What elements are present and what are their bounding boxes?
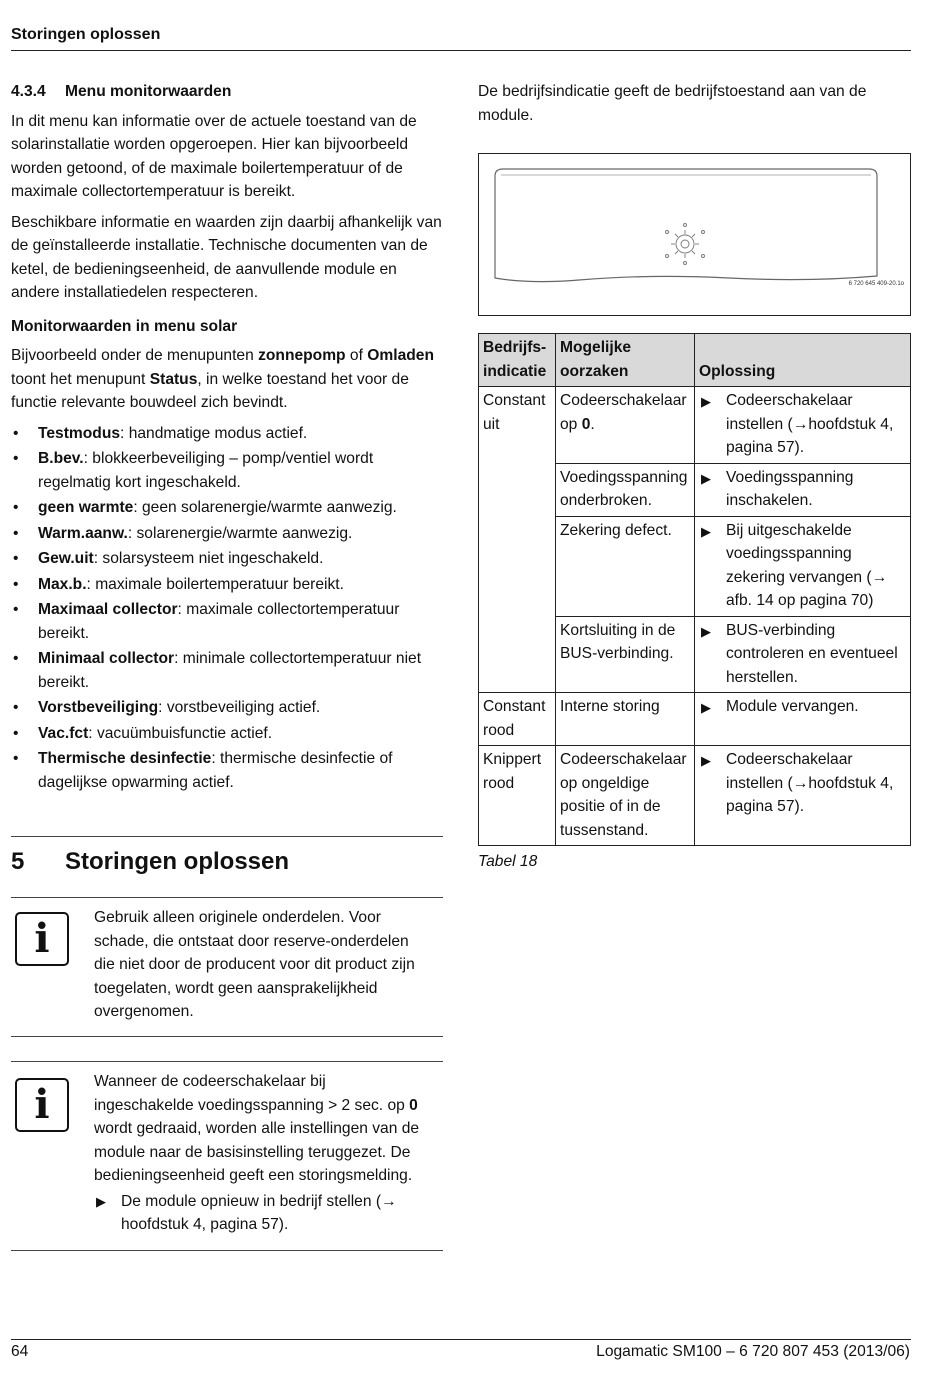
list-desc: : solarenergie/warmte aanwezig.	[127, 524, 353, 542]
list-desc: : vorstbeveiliging actief.	[158, 699, 321, 716]
list-item	[11, 422, 443, 446]
list-term: Vorstbeveiliging	[38, 699, 159, 716]
cause-cell: Voedingsspanning onderbroken.	[556, 463, 695, 516]
cause-cell: Zekering defect.	[556, 516, 695, 616]
info-text-c: wordt gedraaid, worden alle instellingen van de module naar de basisinstelling teruggezet. De bedieningseenheid geeft een storingsmelding.	[94, 1120, 420, 1184]
action-text: De module opnieuw in bedrijf stellen (→ hoofdstuk 4, pagina 57).	[121, 1192, 397, 1233]
table-row	[479, 693, 911, 746]
solution-text: Codeerschakelaar instellen (→hoofdstuk 4, pagina 57).	[726, 392, 894, 456]
list-desc: : thermische desinfectie of dagelijkse opwarming actief.	[38, 750, 393, 791]
info-text-b: 0	[409, 1096, 418, 1114]
cause-end: .	[590, 415, 595, 433]
paragraph-2: Beschikbare informatie en waarden zijn daarbij afhankelijk van de geïnstalleerde installatie. Technische documenten van de ketel, de bedieningseenheid, de aanvullende module en andere installatiedelen respecteren.	[11, 213, 442, 301]
solution-text: Bij uitgeschakelde voedingsspanning zekering vervangen (→ afb. 14 op pagina 70)	[726, 521, 888, 609]
list-item	[11, 722, 443, 746]
info-text-a: Wanneer de codeerschakelaar bij ingeschakelde voedingsspanning > 2 sec. op	[94, 1073, 410, 1114]
indication-cell: Constant uit	[479, 387, 556, 693]
solution-text: Voedingsspanning inschakelen.	[726, 468, 854, 509]
list-desc: : minimale collectortemperatuur niet bereikt.	[38, 650, 422, 691]
list-item	[11, 547, 443, 571]
action-arrow-icon: ▶	[96, 1193, 106, 1209]
left-column	[11, 80, 443, 796]
footer-rule	[11, 1339, 911, 1340]
list-item	[11, 696, 443, 720]
page-number: 64	[11, 1343, 29, 1360]
section-heading	[11, 848, 289, 876]
info-note-text: Gebruik alleen originele onderdelen. Voor schade, die ontstaat door reserve-onderdelen die niet door de producent voor dit product zijn toegelaten, wordt geen aansprakelijkheid overgenomen.	[94, 909, 415, 1020]
header-cause: Mogelijke oorzaken	[556, 334, 695, 387]
list-term: Minimaal collector	[38, 650, 175, 667]
solution-cell	[695, 616, 911, 693]
header-rule	[11, 50, 911, 51]
solution-cell	[695, 516, 911, 616]
indication-cell: Knippert rood	[479, 746, 556, 846]
indication-cell: Constant rood	[479, 693, 556, 746]
cause-cell	[556, 387, 695, 464]
list-desc: : maximale collectortemperatuur bereikt.	[38, 601, 400, 642]
solution-text: Codeerschakelaar instellen (→hoofdstuk 4, pagina 57).	[726, 751, 894, 815]
intro-text-c: of	[345, 347, 368, 364]
list-term: Maximaal collector	[38, 601, 178, 618]
action-step	[94, 1190, 424, 1237]
info-note-parts	[11, 897, 443, 1037]
cause-cell: Interne storing	[556, 693, 695, 746]
table-caption: Tabel 18	[478, 853, 538, 870]
subsection-number: 4.3.4	[11, 83, 46, 100]
intro-text-d: toont het menupunt	[11, 370, 150, 388]
figure-id: 6 720 645 409-20.1o	[848, 280, 904, 287]
cause-cell: Codeerschakelaar op ongeldige positie of in de tussenstand.	[556, 746, 695, 846]
table-header-row	[479, 334, 911, 387]
right-column	[478, 80, 911, 874]
action-arrow-icon: ▶	[701, 394, 711, 409]
intro-text-a: Bijvoorbeeld onder de menupunten	[11, 347, 259, 364]
status-list	[11, 422, 443, 795]
list-item	[11, 573, 443, 597]
list-desc: : geen solarenergie/warmte aanwezig.	[133, 499, 397, 516]
header-indication: Bedrijfs-indicatie	[479, 334, 556, 387]
cause-text: Codeerschakelaar op	[560, 392, 687, 433]
action-arrow-icon: ▶	[701, 623, 711, 639]
list-item	[11, 522, 443, 546]
table-row	[479, 387, 911, 464]
list-term: Warm.aanw.	[38, 524, 128, 542]
list-item	[11, 447, 443, 494]
list-term: Max.b.	[38, 575, 87, 593]
list-term: Gew.uit	[38, 550, 94, 567]
running-header: Storingen oplossen	[11, 26, 161, 43]
intro-term-zonnepomp: zonnepomp	[258, 347, 346, 364]
list-desc: : handmatige modus actief.	[120, 424, 308, 442]
solution-cell	[695, 693, 911, 746]
subsection-heading	[11, 80, 443, 104]
list-item	[11, 598, 443, 645]
list-desc: : vacuümbuisfunctie actief.	[88, 724, 273, 742]
list-term: geen warmte	[38, 499, 134, 516]
paragraph-1: In dit menu kan informatie over de actuele toestand van de solarinstallatie worden opgeroepen. Hier kan bijvoorbeeld worden getoond, of de maximale boilertemperatuur of de maximale collectortemperatuur is bereikt.	[11, 112, 417, 200]
subsection-title: Menu monitorwaarden	[65, 83, 232, 100]
action-arrow-icon: ▶	[701, 523, 711, 539]
header-solution: Oplossing	[695, 334, 911, 387]
right-intro: De bedrijfsindicatie geeft de bedrijfstoestand aan van de module.	[478, 83, 867, 124]
module-figure	[478, 153, 911, 316]
cause-bold: 0	[581, 415, 591, 433]
list-desc: : solarsysteem niet ingeschakeld.	[93, 550, 324, 567]
action-arrow-icon: ▶	[701, 470, 711, 486]
section-number: 5	[11, 848, 25, 875]
solar-intro	[11, 344, 443, 415]
intro-text-e: , in welke toestand het voor de functie relevante bouwdeel zich bevindt.	[11, 370, 409, 411]
info-icon: i	[15, 1078, 69, 1132]
list-term: B.bev.	[38, 450, 84, 467]
info-note-reset	[11, 1061, 443, 1251]
list-term: Vac.fct	[38, 724, 89, 742]
list-term: Testmodus	[38, 424, 121, 442]
cause-cell: Kortsluiting in de BUS-verbinding.	[556, 616, 695, 693]
solution-text: BUS-verbinding controleren en eventueel herstellen.	[726, 621, 898, 686]
solution-cell	[695, 387, 911, 464]
info-icon: i	[15, 912, 69, 966]
solution-text: Module vervangen.	[726, 698, 859, 715]
document-id: Logamatic SM100 – 6 720 807 453 (2013/06)	[596, 1343, 910, 1360]
solution-cell	[695, 463, 911, 516]
solar-heading: Monitorwaarden in menu solar	[11, 317, 238, 335]
error-table	[478, 333, 911, 846]
action-arrow-icon: ▶	[701, 753, 711, 768]
module-drawing	[479, 154, 910, 315]
list-desc: : maximale boilertemperatuur bereikt.	[86, 575, 344, 593]
coding-switch-icon	[666, 224, 705, 265]
list-desc: : blokkeerbeveiliging – pomp/ventiel wordt regelmatig kort ingeschakeld.	[38, 450, 374, 491]
section-title: Storingen oplossen	[65, 848, 290, 875]
info-note-text	[94, 1070, 424, 1237]
list-item	[11, 496, 443, 520]
intro-term-status: Status	[149, 370, 198, 388]
list-term: Thermische desinfectie	[38, 750, 212, 767]
list-item	[11, 747, 443, 794]
section-rule	[11, 836, 443, 837]
solution-cell	[695, 746, 911, 846]
intro-term-omladen: Omladen	[367, 347, 434, 364]
action-arrow-icon: ▶	[701, 700, 711, 715]
list-item	[11, 647, 443, 694]
table-row	[479, 746, 911, 846]
